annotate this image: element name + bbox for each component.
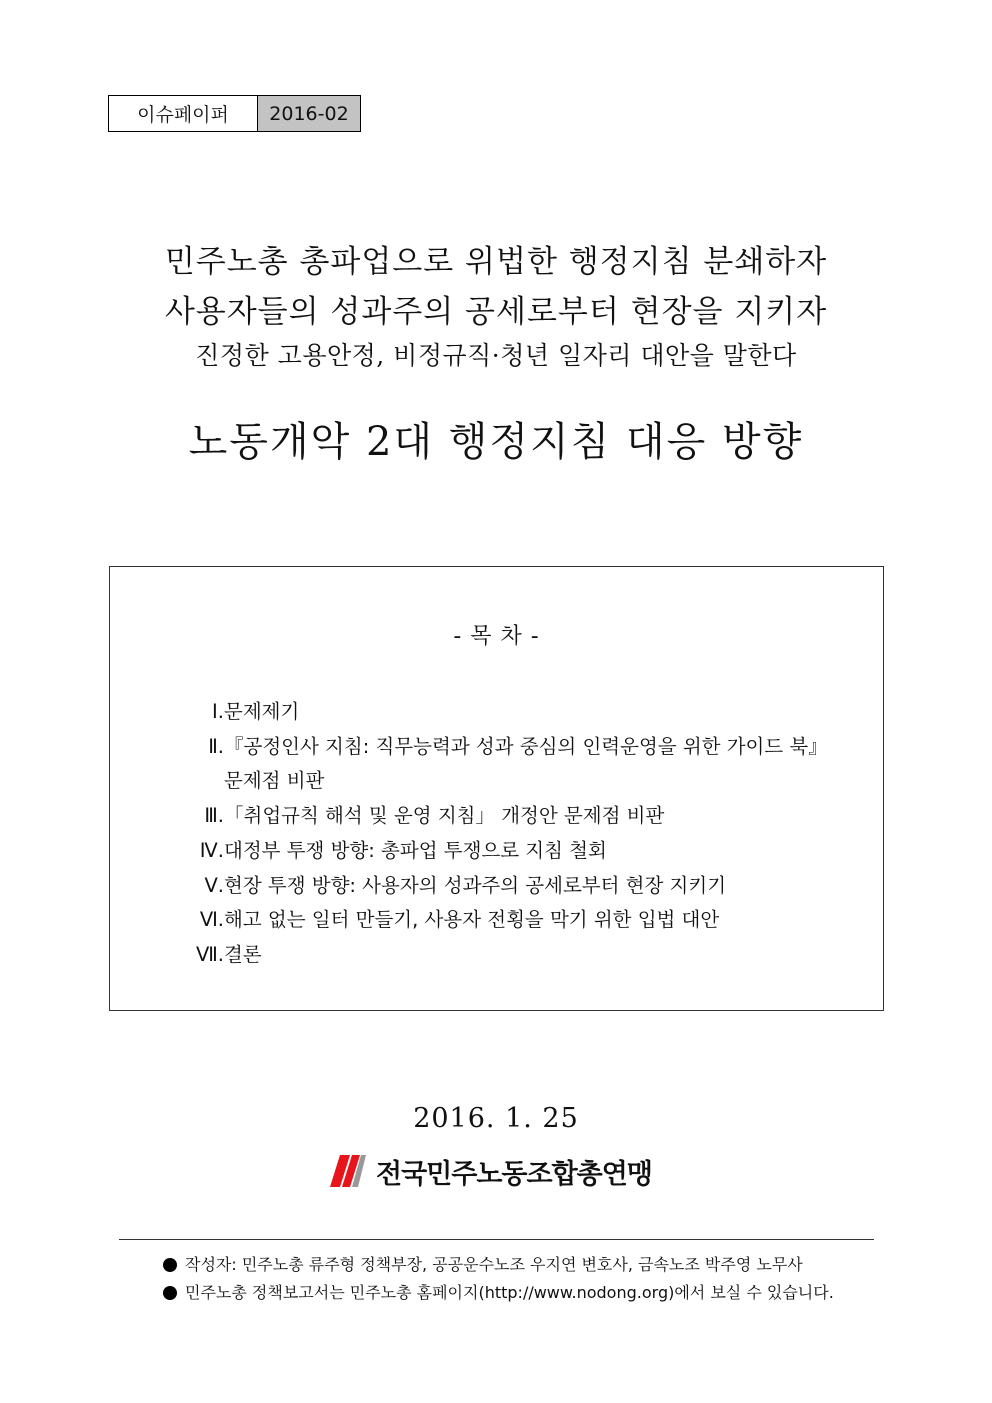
footer-note (163, 1279, 834, 1307)
toc-text: 해고 없는 일터 만들기, 사용자 전횡을 막기 위한 입법 대안 (224, 908, 720, 932)
toc-item[interactable] (184, 730, 828, 765)
badge-number: 2016-02 (258, 96, 360, 131)
toc-item[interactable] (184, 834, 828, 869)
toc-numeral: Ⅶ. (195, 942, 224, 966)
toc-item[interactable] (184, 903, 828, 938)
publication-date: 2016. 1. 25 (413, 1103, 579, 1134)
organization-logo (328, 1151, 652, 1191)
headline-2: 사용자들의 성과주의 공세로부터 현장을 지키자 (164, 294, 828, 330)
toc-title: - 목 차 - (453, 624, 540, 649)
toc-numeral (184, 764, 224, 799)
badge-label: 이슈페이퍼 (109, 96, 258, 131)
footer-note (163, 1251, 834, 1279)
headline-1: 민주노총 총파업으로 위법한 행정지침 분쇄하자 (164, 244, 828, 280)
toc-item[interactable] (184, 695, 828, 730)
toc-text: 문제제기 (224, 700, 300, 723)
toc-list (184, 695, 828, 973)
toc-text: 「취업규칙 해석 및 운영 지침」 개정안 문제점 비판 (224, 804, 665, 828)
bullet-icon (163, 1258, 177, 1272)
toc-text: 대정부 투쟁 방향: 총파업 투쟁으로 지침 철회 (224, 838, 607, 862)
toc-numeral: Ⅰ. (212, 700, 224, 723)
headline-3: 진정한 고용안정, 비정규직·청년 일자리 대안을 말한다 (195, 341, 797, 370)
issue-paper-badge (108, 95, 361, 132)
toc-item-continuation[interactable] (184, 764, 828, 799)
toc-numeral: Ⅳ. (199, 838, 224, 862)
toc-item[interactable] (184, 869, 828, 904)
main-title: 노동개악 2대 행정지침 대응 방향 (188, 419, 804, 465)
toc-numeral: Ⅲ. (204, 804, 224, 828)
toc-numeral: Ⅴ. (204, 873, 224, 897)
table-of-contents (109, 566, 884, 1011)
note-text: 작성자: 민주노총 류주형 정책부장, 공공운수노조 우지연 변호사, 금속노조 박주영 노무사 (185, 1255, 803, 1274)
note-text: 민주노총 정책보고서는 민주노총 홈페이지(http://www.nodong.org)에서 보실 수 있습니다. (185, 1283, 834, 1302)
footer-notes (163, 1251, 834, 1307)
bullet-icon (163, 1286, 177, 1300)
footer-divider (119, 1239, 874, 1240)
toc-text: 현장 투쟁 방향: 사용자의 성과주의 공세로부터 현장 지키기 (224, 873, 727, 897)
toc-text: 결론 (224, 942, 262, 966)
kctu-logo-icon (328, 1153, 368, 1189)
toc-item[interactable] (184, 799, 828, 834)
organization-name: 전국민주노동조합총연맹 (376, 1158, 652, 1190)
toc-text: 문제점 비판 (224, 769, 325, 793)
toc-text: 『공정인사 지침: 직무능력과 성과 중심의 인력운영을 위한 가이드 북』 (224, 734, 828, 758)
toc-numeral: Ⅵ. (199, 908, 224, 932)
toc-numeral: Ⅱ. (208, 734, 224, 758)
toc-item[interactable] (184, 938, 828, 973)
